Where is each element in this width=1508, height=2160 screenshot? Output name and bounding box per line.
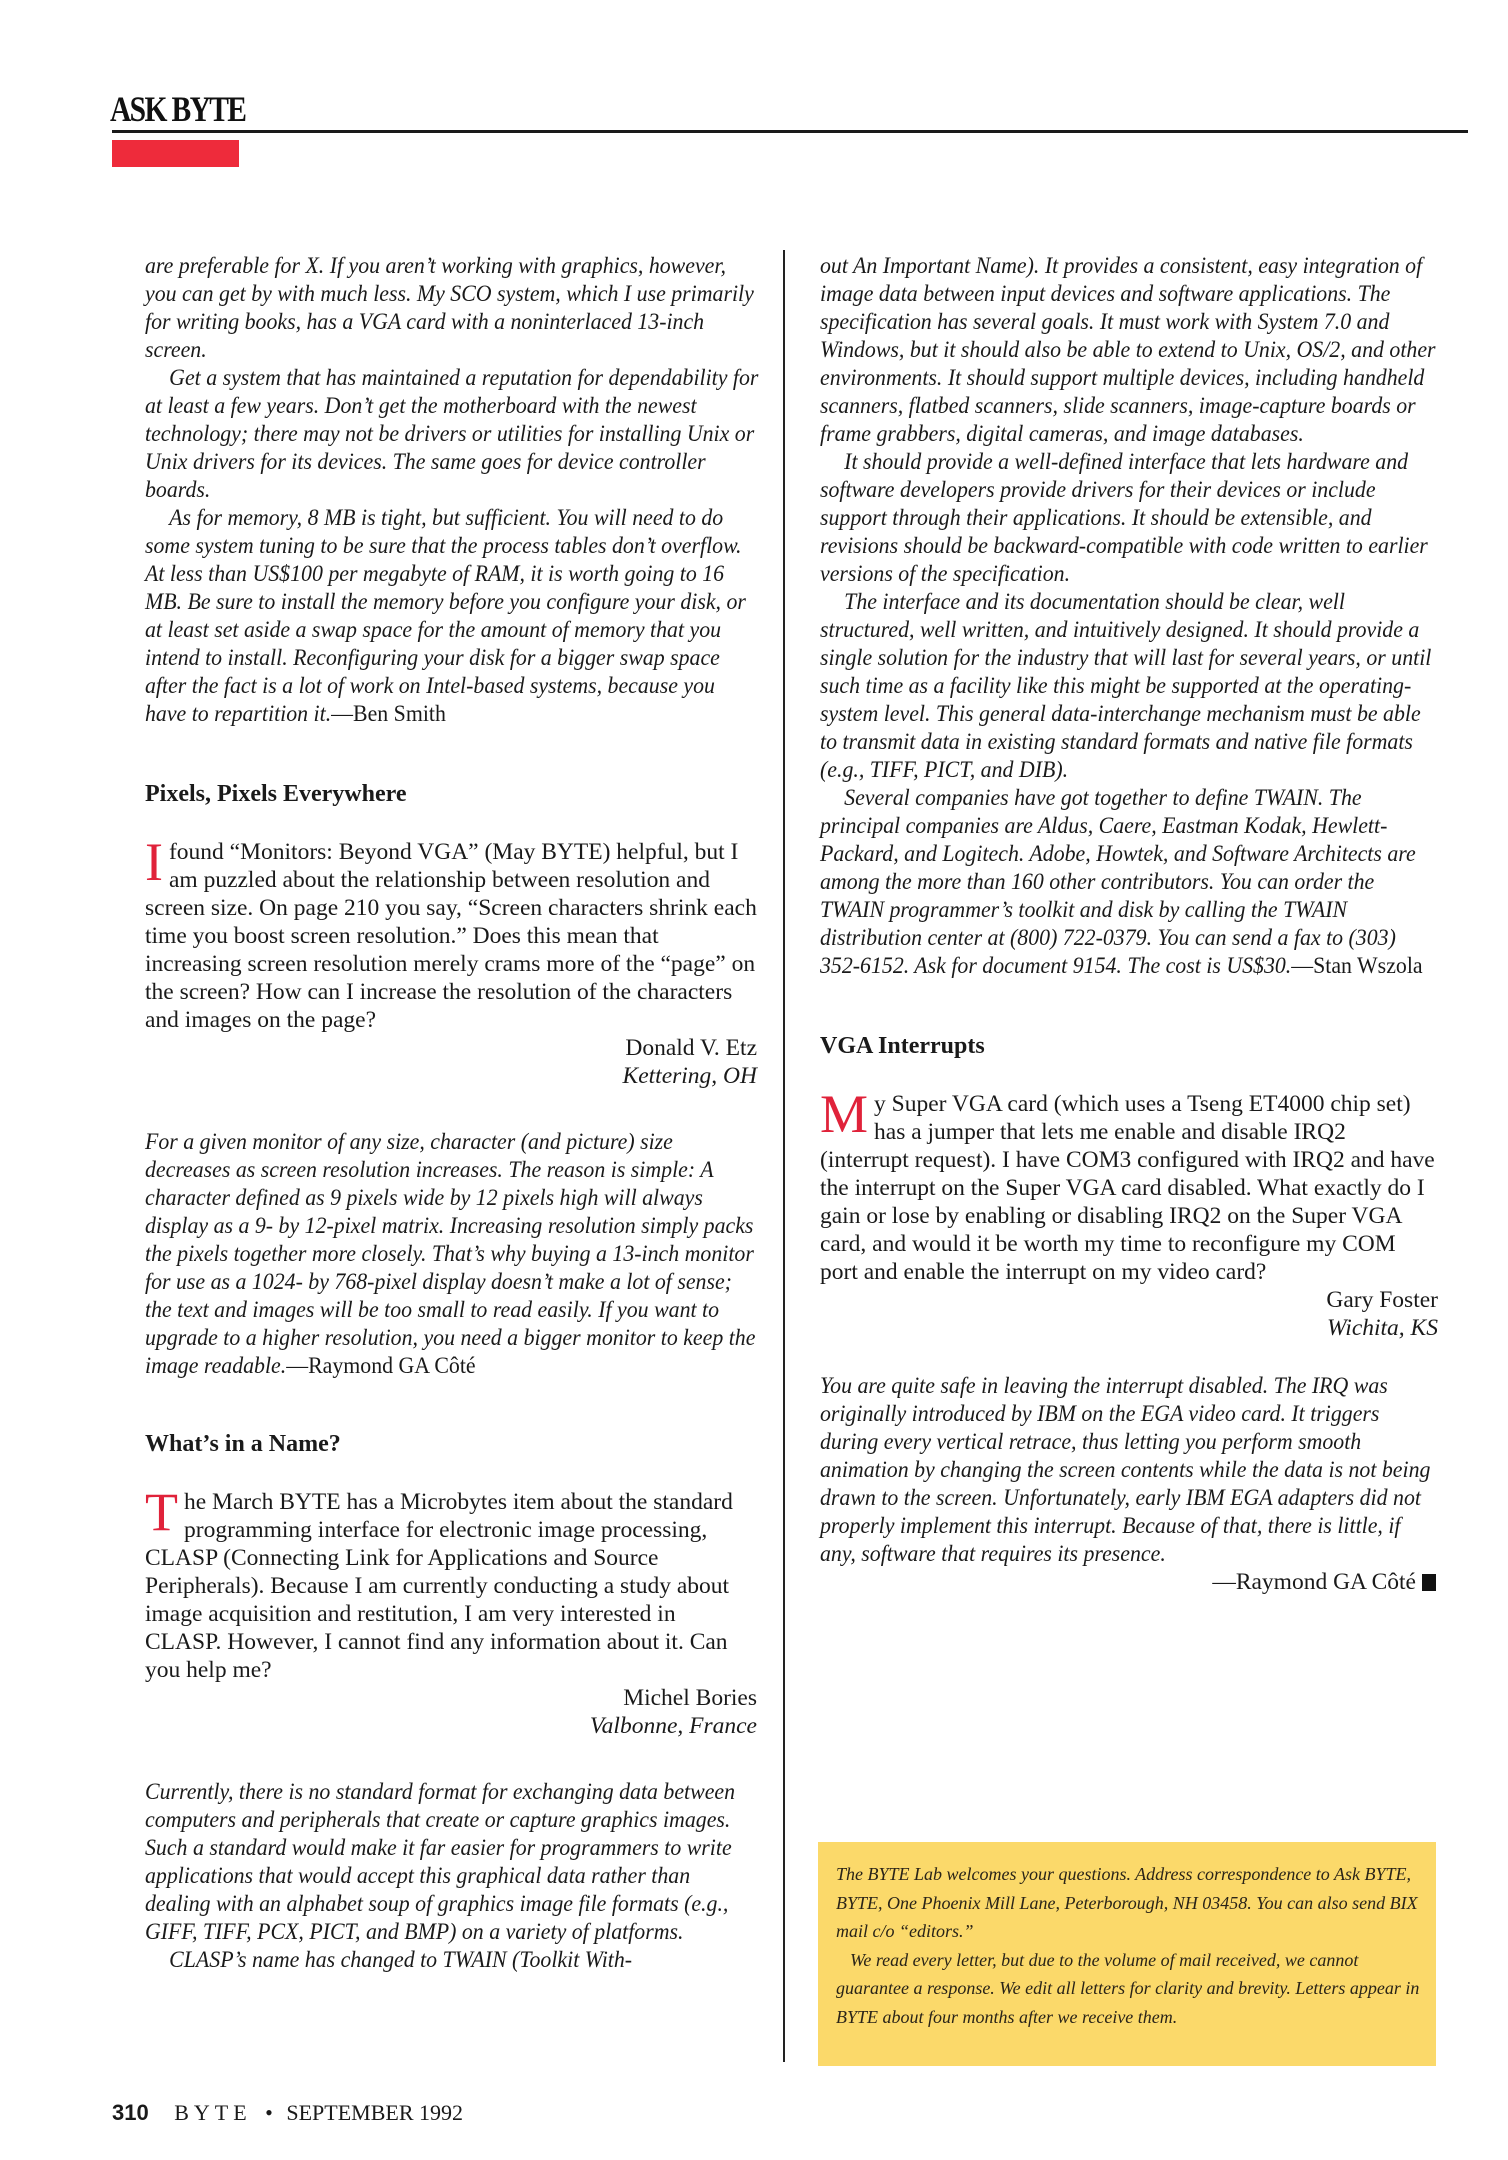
- footer-separator: •: [265, 2100, 273, 2125]
- paragraph: Get a system that has maintained a reputation for dependability for at least a few years. Don’t get the motherboard with the newest technology; there may not be drivers or utilities for installing Unix or Unix drivers for its devices. The same goes for device controller boards.: [145, 365, 759, 503]
- issue-date: SEPTEMBER 1992: [286, 2100, 464, 2125]
- letter-location: Valbonne, France: [589, 1713, 757, 1739]
- answer-name: Currently, there is no standard format for exchanging data between computers and peripherals that create or capture graphics images. Such a standard would make it far easier for programmers to write applications that would accept this graphical data rather than dealing with an alphabet soup of graphics image file formats (e.g., GIFF, TIFF, PCX, PICT, and BMP) on a variety of platforms. CLASP’s name has changed to TWAIN (Toolkit With-: [145, 1779, 736, 1973]
- header-rule: [112, 130, 1468, 133]
- answer-vga: You are quite safe in leaving the interrupt disabled. The IRQ was originally introduced by IBM on the EGA video card. It triggers during every vertical retrace, thus letting you perform smooth animation by changing the screen contents while the data is not being drawn to the screen. Unfortunately, early IBM EGA adapters did not properly implement this interrupt. Because of that, there is little, if any, software that requires its presence.: [820, 1373, 1431, 1567]
- end-mark-icon: [1422, 1574, 1436, 1591]
- column-divider: [783, 250, 785, 2062]
- signature: —Raymond GA Côté: [286, 1353, 476, 1379]
- letter-name: The March BYTE has a Microbytes item about the standard programming interface for electronic image processing, CLASP (Connecting Link for Applications and Source Peripherals). Because I am currently conducting a study about image acquisition and restitution, I am very interested in CLASP. However, I cannot find any information about it. Can you help me? Michel Bories Valbonne, France: [145, 1482, 757, 1739]
- magazine-name: BYTE: [174, 2100, 252, 2125]
- drop-cap: I: [145, 832, 163, 892]
- twain-answer-continuation: out An Important Name). It provides a consistent, easy integration of image data between input devices and software applications. The specification has several goals. It must work with System 7.0 and Windows, but it should also be able to extend to Unix, OS/2, and other environments. It should support multiple devices, including handheld scanners, flatbed scanners, slide scanners, image-capture boards or frame grabbers, digital cameras, and image databases. It should provide a well-defined interface that lets hardware and software developers provide drivers for their devices or include support through their applications. It should be extensible, and revisions should be backward-compatible with code written to earlier versions of the specification. The interface and its documentation should be clear, well structured, well written, and intuitively designed. It should provide a single solution for the industry that will last for several years, or until such time as a facility like this might be supported at the operating-system level. This general data-interchange mechanism must be able to transmit data in existing standard formats and native file formats (e.g., TIFF, PICT, and DIB). Several companies have got together to define TWAIN. The principal companies are Aldus, Caere, Eastman Kodak, Hewlett-Packard, and Logitech. Adobe, Howtek, and Software Architects are among the more than 160 other contributors. You can order the TWAIN programmer’s toolkit and disk by calling the TWAIN distribution center at (800) 722-0379. You can send a fax to (303) 352-6152. Ask for document 9154. The cost is US$30.—Stan Wszola: [820, 253, 1436, 979]
- info-box-paragraph: The BYTE Lab welcomes your questions. Address correspondence to Ask BYTE, BYTE, One Phoenix Mill Lane, Peterborough, NH 03458. You can also send BIX mail c/o “editors.”: [836, 1864, 1418, 1941]
- drop-cap: T: [145, 1482, 178, 1542]
- page-footer: [112, 2100, 463, 2126]
- heading-name: What’s in a Name?: [145, 1431, 341, 1457]
- paragraph: are preferable for X. If you aren’t working with graphics, however, you can get by with much less. My SCO system, which I use primarily for writing books, has a VGA card with a noninterlaced 13-inch screen.: [145, 253, 754, 363]
- letter-vga: My Super VGA card (which uses a Tseng ET4000 chip set) has a jumper that lets me enable and disable IRQ2 (interrupt request). I have COM3 configured with IRQ2 and have the interrupt on the Super VGA card disabled. What exactly do I gain or lose by enabling or disabling IRQ2 on the Super VGA card, and would it be worth my time to reconfigure my COM port and enable the interrupt on my video card? Gary Foster Wichita, KS: [820, 1084, 1438, 1341]
- left-column: [145, 252, 757, 1974]
- letter-author: Gary Foster: [1326, 1287, 1438, 1313]
- signature: —Stan Wszola: [1291, 953, 1423, 979]
- ben-smith-answer-continuation: [145, 252, 760, 728]
- letter-author: Donald V. Etz: [625, 1035, 757, 1061]
- info-box: [818, 1842, 1436, 2066]
- letter-pixels: I found “Monitors: Beyond VGA” (May BYTE) helpful, but I am puzzled about the relationship between resolution and screen size. On page 210 you say, “Screen characters shrink each time you boost screen resolution.” Does this mean that increasing screen resolution merely crams more of the “page” on the screen? How can I increase the resolution of the characters and images on the page? Donald V. Etz Kettering, OH: [145, 832, 757, 1089]
- accent-block: [112, 140, 239, 167]
- answer-pixels: For a given monitor of any size, character (and picture) size decreases as screen resolution increases. The reason is simple: A character defined as 9 pixels wide by 12 pixels high will always display as a 9- by 12-pixel matrix. Increasing resolution simply packs the pixels together more closely. That’s why buying a 13-inch monitor for use as a 1024- by 768-pixel display doesn’t make a lot of sense; the text and images will be too small to read easily. If you want to upgrade to a higher resolution, you need a bigger monitor to keep the image readable.—Raymond GA Côté: [145, 1129, 756, 1379]
- heading-vga: VGA Interrupts: [820, 1033, 985, 1059]
- signature: —Raymond GA Côté: [820, 1568, 1438, 1596]
- paragraph: As for memory, 8 MB is tight, but sufficient. You will need to do some system tuning to be sure that the process tables don’t overflow. At less than US$100 per megabyte of RAM, it is worth going to 16 MB. Be sure to install the memory before you configure your disk, or at least set aside a swap space for the amount of memory that you intend to install. Reconfiguring your disk for a bigger swap space after the fact is a lot of work on Intel-based systems, because you have to repartition it.—Ben Smith: [145, 505, 746, 727]
- letter-location: Kettering, OH: [622, 1063, 757, 1089]
- letter-author: Michel Bories: [623, 1685, 757, 1711]
- drop-cap: M: [820, 1084, 869, 1144]
- signature: —Ben Smith: [331, 701, 446, 727]
- page-number: 310: [112, 2100, 149, 2125]
- right-column: [820, 252, 1438, 1596]
- heading-pixels: Pixels, Pixels Everywhere: [145, 781, 407, 807]
- letter-location: Wichita, KS: [1327, 1315, 1438, 1341]
- section-title: ASK BYTE: [110, 89, 246, 129]
- info-box-paragraph: We read every letter, but due to the volume of mail received, we cannot guarantee a response. We edit all letters for clarity and brevity. Letters appear in BYTE about four months after we receive them.: [836, 1949, 1420, 2027]
